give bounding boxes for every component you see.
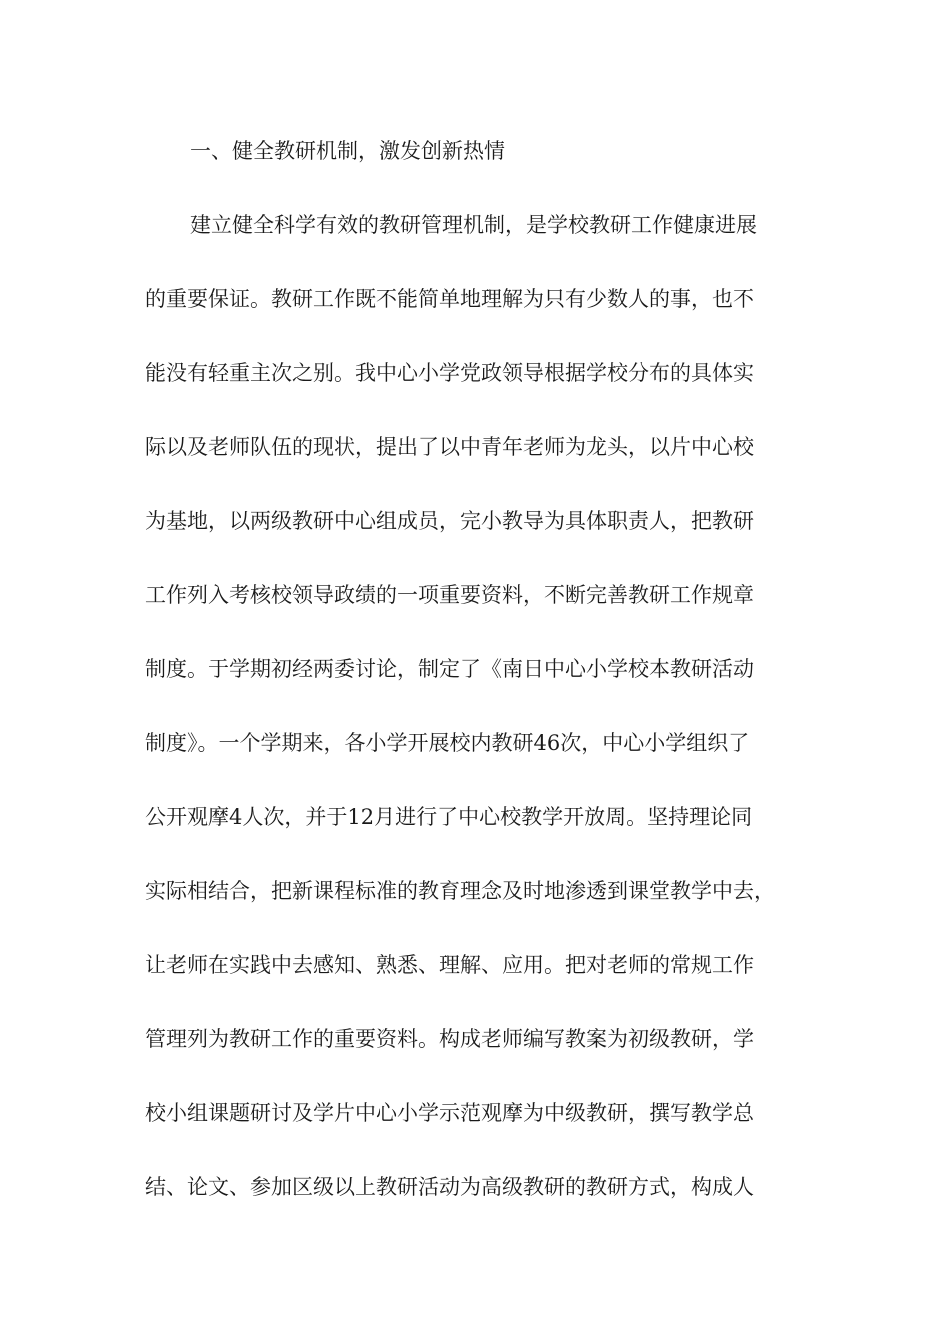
paragraph-line: 结、论文、参加区级以上教研活动为高级教研的教研方式，构成人 [145, 1175, 754, 1199]
paragraph-line: 制度》。一个学期来，各小学开展校内教研46次，中心小学组织了 [145, 731, 750, 755]
paragraph-line: 制度。于学期初经两委讨论，制定了《南日中心小学校本教研活动 [145, 657, 754, 681]
paragraph-line: 际以及老师队伍的现状，提出了以中青年老师为龙头，以片中心校 [145, 435, 754, 459]
paragraph-line: 工作列入考核校领导政绩的一项重要资料，不断完善教研工作规章 [145, 583, 754, 607]
section-heading: 一、健全教研机制，激发创新热情 [190, 139, 505, 163]
paragraph-line: 实际相结合，把新课程标准的教育理念及时地渗透到课堂教学中去， [145, 879, 775, 903]
paragraph-line: 校小组课题研讨及学片中心小学示范观摩为中级教研，撰写教学总 [145, 1101, 754, 1125]
paragraph-line: 管理列为教研工作的重要资料。构成老师编写教案为初级教研，学 [145, 1027, 754, 1051]
paragraph-line: 建立健全科学有效的教研管理机制，是学校教研工作健康进展 [190, 213, 757, 237]
paragraph-line: 的重要保证。教研工作既不能简单地理解为只有少数人的事，也不 [145, 287, 754, 311]
paragraph-line: 能没有轻重主次之别。我中心小学党政领导根据学校分布的具体实 [145, 361, 754, 385]
paragraph-line: 让老师在实践中去感知、熟悉、理解、应用。把对老师的常规工作 [145, 953, 754, 977]
paragraph-line: 公开观摩4人次，并于12月进行了中心校教学开放周。坚持理论同 [145, 805, 753, 829]
paragraph-line: 为基地，以两级教研中心组成员，完小教导为具体职责人，把教研 [145, 509, 754, 533]
